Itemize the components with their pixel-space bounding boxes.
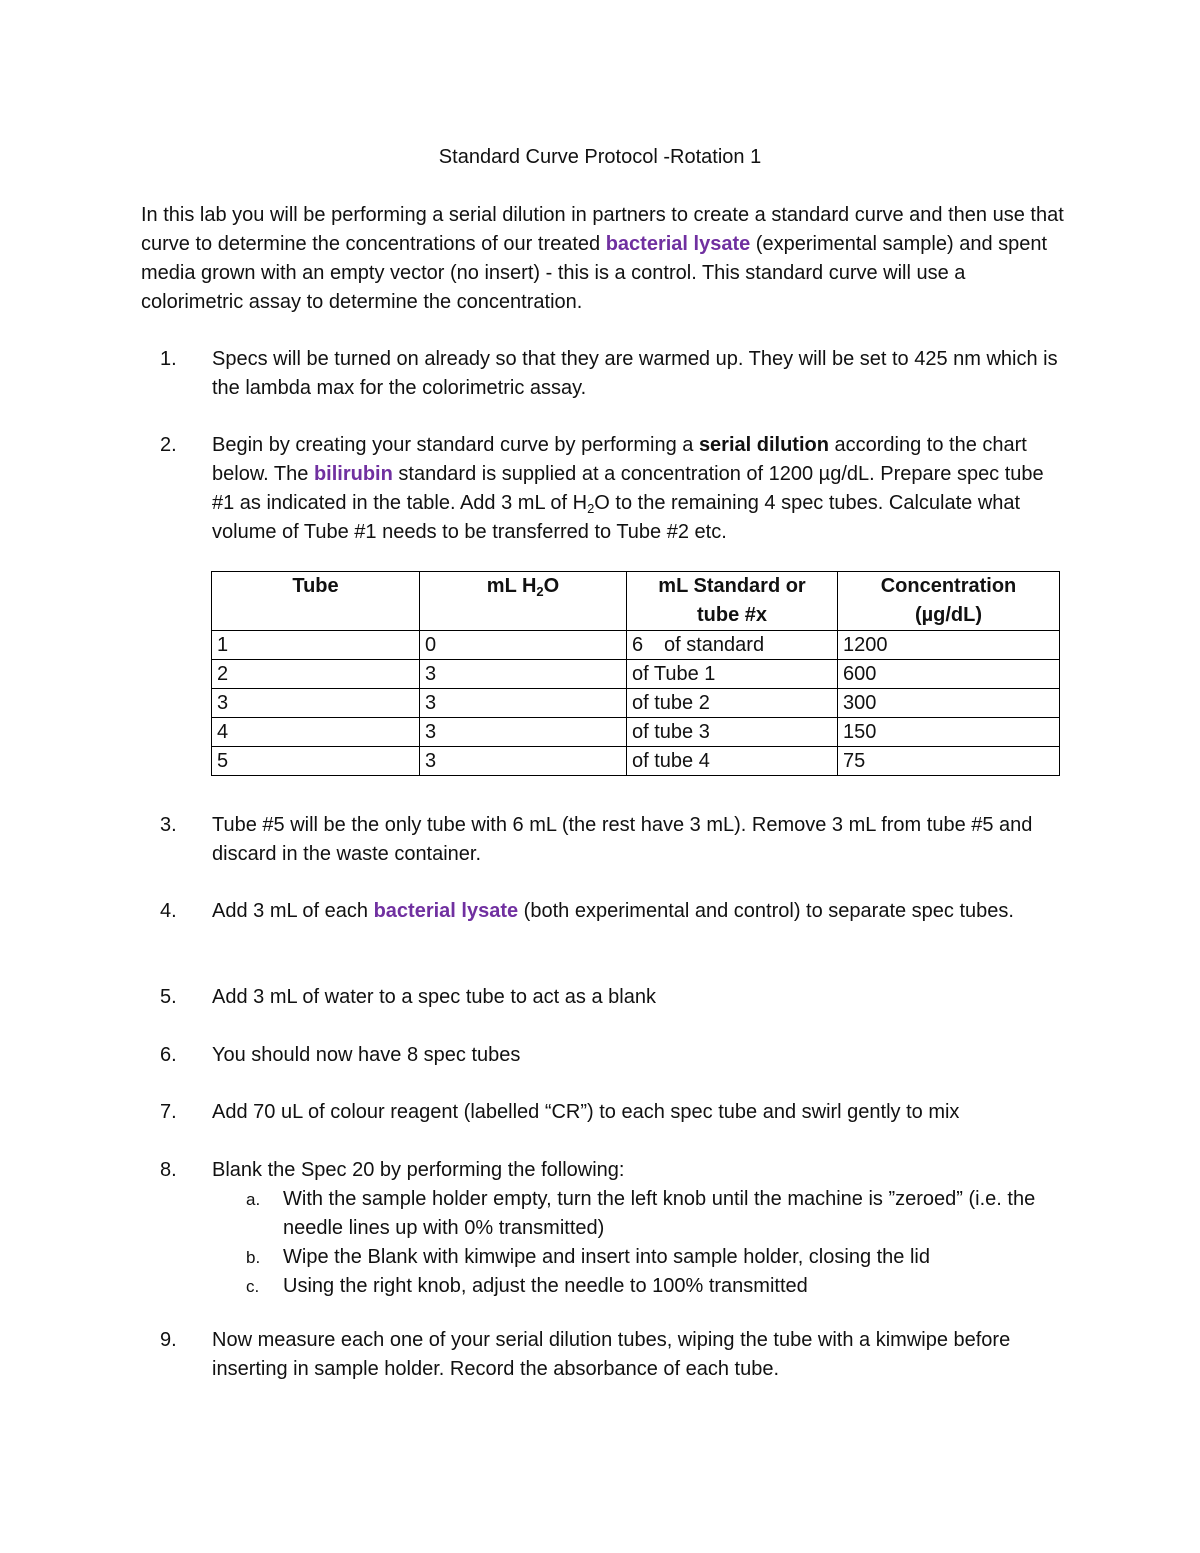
step-7	[160, 1098, 1060, 1127]
step-text: Tube #5 will be the only tube with 6 mL (the rest have 3 mL). Remove 3 mL from tube #5 and discard in the waste container.	[212, 814, 1033, 865]
cell-tube: 4	[212, 718, 420, 747]
step-highlight: bilirubin	[313, 463, 393, 485]
subscript: 2	[587, 501, 595, 516]
header-water-text: O	[543, 575, 560, 597]
substep-b	[212, 1243, 1060, 1272]
step-number: 6.	[160, 1044, 177, 1066]
substep-label: a.	[246, 1190, 261, 1209]
cell-concentration: 1200	[838, 631, 1060, 660]
step-number: 9.	[160, 1329, 177, 1351]
substep-label: b.	[246, 1248, 261, 1267]
cell-concentration: 300	[838, 689, 1060, 718]
cell-standard: of tube 3	[627, 718, 838, 747]
step-text-part: standard is supplied at a concentration of 1200 µg/dL. Prepare spec tube #1 as indicated in the table. Add 3 mL of H	[212, 463, 1044, 514]
step-text: Add 3 mL of water to a spec tube to act as a blank	[212, 986, 656, 1008]
header-standard	[627, 572, 838, 631]
cell-volume: 6	[632, 634, 644, 656]
step-text-part: Begin by creating your standard curve by performing a	[212, 434, 699, 456]
cell-water: 3	[420, 660, 627, 689]
step-text	[212, 897, 1060, 926]
header-line: (µg/dL)	[914, 604, 983, 626]
step-6	[160, 1041, 1060, 1070]
table-header-row	[212, 572, 1060, 631]
step-text: Now measure each one of your serial dilution tubes, wiping the tube with a kimwipe before inserting in sample holder. Record the absorbance of each tube.	[212, 1329, 1011, 1380]
cell-tube: 3	[212, 689, 420, 718]
step-text: You should now have 8 spec tubes	[212, 1044, 521, 1066]
substep-label: c.	[246, 1277, 260, 1296]
step-number: 7.	[160, 1101, 177, 1123]
table-row	[212, 660, 1060, 689]
step-text-part: O to the remaining 4 spec tubes. Calculate what volume of Tube #1 needs to be transferred to Tube #2 etc.	[212, 492, 1021, 543]
step-number: 1.	[160, 348, 177, 370]
cell-source: of standard	[664, 634, 765, 656]
substep-text: Using the right knob, adjust the needle to 100% transmitted	[283, 1275, 808, 1297]
step-text-part: Add 3 mL of each	[212, 900, 374, 922]
step-number: 8.	[160, 1159, 177, 1181]
table-row	[212, 718, 1060, 747]
cell-tube: 5	[212, 747, 420, 776]
step-9	[160, 1326, 1060, 1384]
header-line: tube #x	[696, 604, 768, 626]
cell-water: 0	[420, 631, 627, 660]
step-highlight: bacterial lysate	[373, 900, 519, 922]
intro-text-1: In this lab you will be performing a serial dilution in partners to create a standard curve and then use that curve to determine the concentrations of our treated	[141, 204, 1064, 255]
step-text: Blank the Spec 20 by performing the following:	[212, 1159, 625, 1181]
header-tube: Tube	[212, 572, 420, 631]
header-line: Concentration	[880, 575, 1017, 597]
dilution-table	[211, 571, 1060, 776]
cell-standard: of tube 4	[627, 747, 838, 776]
step-number: 2.	[160, 434, 177, 456]
step-text: Add 70 uL of colour reagent (labelled “CR”) to each spec tube and swirl gently to mix	[212, 1101, 960, 1123]
step-number: 4.	[160, 900, 177, 922]
table-row	[212, 631, 1060, 660]
step-text	[212, 431, 1060, 547]
subscript: 2	[536, 584, 544, 599]
page-title: Standard Curve Protocol -Rotation 1	[438, 146, 762, 168]
cell-tube: 1	[212, 631, 420, 660]
table-row	[212, 689, 1060, 718]
table-row	[212, 747, 1060, 776]
header-water-text: mL H	[486, 575, 537, 597]
step-text-part: (both experimental and control) to separate spec tubes.	[518, 900, 1014, 922]
cell-water: 3	[420, 718, 627, 747]
step-number: 5.	[160, 986, 177, 1008]
cell-concentration: 75	[838, 747, 1060, 776]
substep-a	[212, 1185, 1060, 1243]
header-line: mL Standard or	[658, 575, 806, 597]
step-5	[160, 983, 1060, 1012]
cell-water: 3	[420, 747, 627, 776]
step-4	[160, 897, 1060, 926]
cell-tube: 2	[212, 660, 420, 689]
step-number: 3.	[160, 814, 177, 836]
cell-concentration: 150	[838, 718, 1060, 747]
cell-water: 3	[420, 689, 627, 718]
intro-paragraph	[141, 201, 1071, 317]
intro-highlight: bacterial lysate	[605, 233, 751, 255]
cell-standard: of tube 2	[627, 689, 838, 718]
header-water	[420, 572, 627, 631]
step-text: Specs will be turned on already so that they are warmed up. They will be set to 425 nm which is the lambda max for the colorimetric assay.	[212, 348, 1058, 399]
step-1	[160, 345, 1060, 403]
substep-text: Wipe the Blank with kimwipe and insert into sample holder, closing the lid	[283, 1246, 930, 1268]
step-2	[160, 431, 1060, 547]
step-8	[160, 1156, 1060, 1301]
cell-concentration: 600	[838, 660, 1060, 689]
step-text-part: according to the chart below. The	[212, 434, 1027, 485]
cell-standard: of Tube 1	[627, 660, 838, 689]
step-bold-term: serial dilution	[698, 434, 829, 456]
intro-text-2: (experimental sample) and spent media grown with an empty vector (no insert) - this is a control. This standard curve will use a colorimetric assay to determine the concentration.	[141, 233, 1048, 313]
substep-text: With the sample holder empty, turn the left knob until the machine is ”zeroed” (i.e. the needle lines up with 0% transmitted)	[283, 1188, 1036, 1239]
substep-c	[212, 1272, 1060, 1301]
header-concentration	[838, 572, 1060, 631]
cell-standard	[627, 631, 838, 660]
step-3	[160, 811, 1060, 869]
